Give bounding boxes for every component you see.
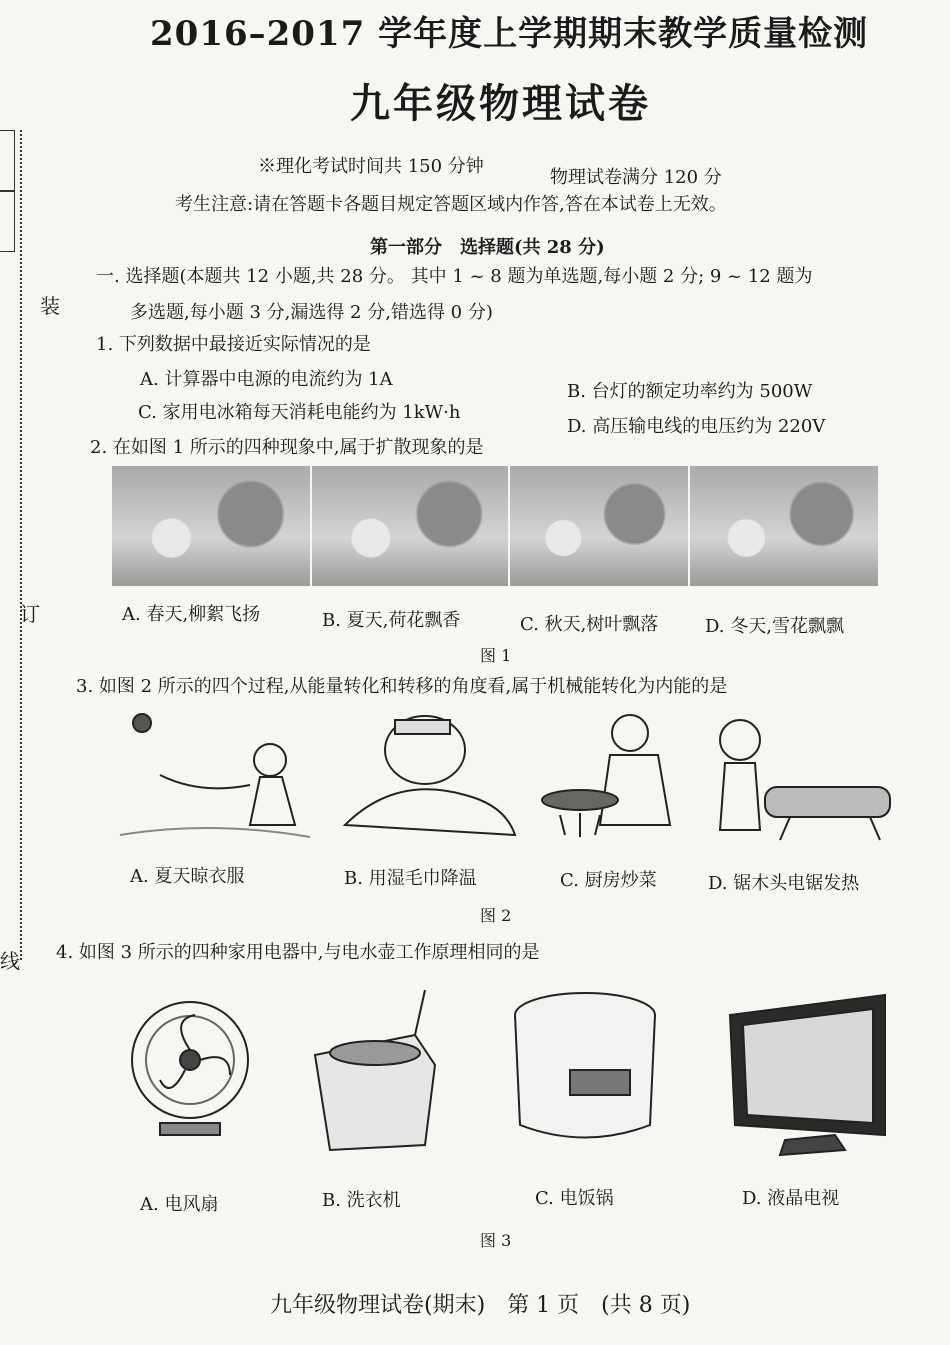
margin-label-zhuang: 装	[40, 294, 60, 318]
question-1-stem: 1. 下列数据中最接近实际情况的是	[96, 334, 371, 355]
margin-label-xian: 线	[0, 949, 20, 973]
figure-2-label: 图 2	[480, 906, 512, 925]
question-1-option-c: C. 家用电冰箱每天消耗电能约为 1kW·h	[138, 402, 461, 423]
sun-laundry-illustration	[120, 714, 310, 837]
question-2-option-b: B. 夏天,荷花飘香	[322, 610, 461, 631]
question-4-option-b: B. 洗衣机	[322, 1190, 401, 1211]
question-3-option-b: B. 用湿毛巾降温	[344, 868, 477, 889]
question-4-option-d: D. 液晶电视	[742, 1188, 840, 1209]
snow-scene-photo	[690, 466, 880, 586]
question-3-stem: 3. 如图 2 所示的四个过程,从能量转化和转移的角度看,属于机械能转化为内能的是	[76, 676, 728, 697]
cooking-illustration	[542, 715, 670, 837]
figure-3-label: 图 3	[480, 1231, 512, 1250]
question-1-option-b: B. 台灯的额定功率约为 500W	[567, 381, 813, 402]
figure-1-photo-strip	[112, 466, 880, 586]
question-3-option-d: D. 锯木头电锯发热	[708, 873, 860, 894]
question-3-option-a: A. 夏天晾衣服	[130, 866, 245, 887]
washing-machine-icon	[315, 990, 435, 1150]
margin-box	[0, 130, 15, 192]
question-2-option-d: D. 冬天,雪花飘飘	[705, 616, 844, 637]
question-2-stem: 2. 在如图 1 所示的四种现象中,属于扩散现象的是	[90, 437, 484, 458]
question-1-option-d: D. 高压输电线的电压约为 220V	[567, 416, 826, 437]
wet-towel-illustration	[345, 716, 515, 835]
margin-box	[0, 190, 15, 252]
section-instructions: 一. 选择题(本题共 12 小题,共 28 分。 其中 1 ~ 8 题为单选题,每小题 2 分; 9 ~ 12 题为	[96, 266, 813, 287]
willow-catkins-photo	[112, 466, 312, 586]
full-score-note: 物理试卷满分 120 分	[550, 167, 722, 188]
saw-wood-illustration	[720, 720, 890, 840]
binding-dotted-line	[20, 130, 22, 960]
rice-cooker-icon	[515, 993, 655, 1138]
section-instructions-cont: 多选题,每小题 3 分,漏选得 2 分,错选得 0 分)	[130, 302, 493, 323]
question-4-option-c: C. 电饭锅	[535, 1188, 614, 1209]
section-heading: 第一部分 选择题(共 28 分)	[370, 237, 605, 258]
exam-time-note: ※理化考试时间共 150 分钟	[258, 156, 484, 177]
page-footer: 九年级物理试卷(期末) 第 1 页 (共 8 页)	[270, 1293, 691, 1318]
question-2-option-a: A. 春天,柳絮飞扬	[122, 604, 261, 625]
figure-1-label: 图 1	[480, 646, 512, 665]
margin-label-ding: 订	[20, 602, 40, 626]
exam-title: 2016–2017 学年度上学期期末教学质量检测	[150, 14, 869, 54]
lcd-tv-icon	[730, 995, 885, 1155]
candidate-notice: 考生注意:请在答题卡各题目规定答题区域内作答,答在本试卷上无效。	[175, 194, 727, 215]
falling-leaves-photo	[510, 466, 690, 586]
question-4-option-a: A. 电风扇	[140, 1194, 219, 1215]
question-1-option-a: A. 计算器中电源的电流约为 1A	[140, 369, 393, 390]
lotus-flower-photo	[312, 466, 510, 586]
question-2-option-c: C. 秋天,树叶飘落	[520, 614, 659, 635]
question-3-option-c: C. 厨房炒菜	[560, 870, 657, 891]
figure-2-illustrations	[110, 705, 900, 845]
exam-subtitle: 九年级物理试卷	[350, 80, 651, 127]
figure-3-appliances	[125, 975, 895, 1165]
question-4-stem: 4. 如图 3 所示的四种家用电器中,与电水壶工作原理相同的是	[56, 942, 540, 963]
electric-fan-icon	[132, 1002, 248, 1135]
